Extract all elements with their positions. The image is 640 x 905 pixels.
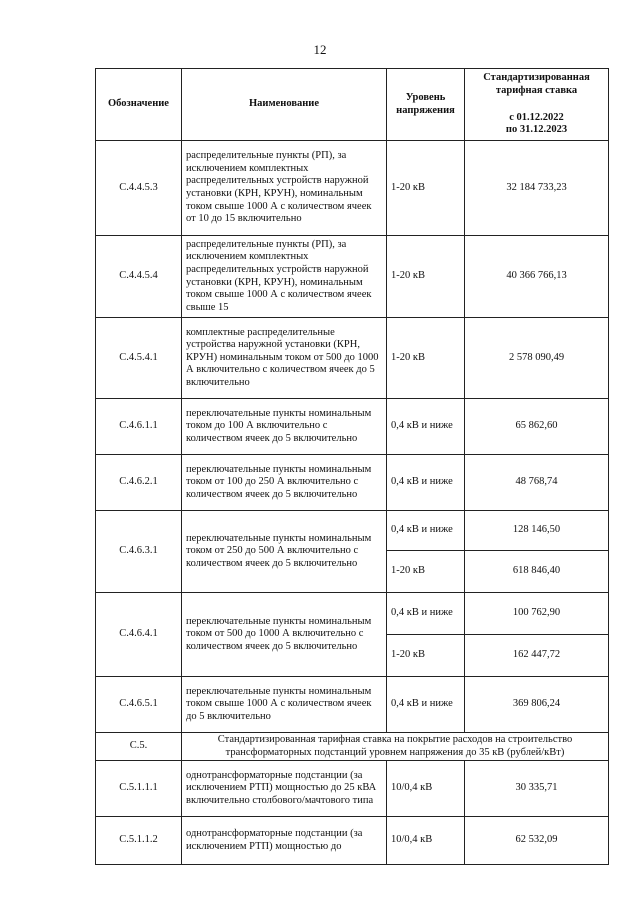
row-name: однотрансформаторные подстанции (за исключением РТП) мощностью до xyxy=(182,817,387,865)
row-name: переключательные пункты номинальным током от 100 до 250 А включительно с количеством ячеек до 5 включительно xyxy=(182,455,387,511)
row-level: 0,4 кВ и ниже xyxy=(387,677,465,733)
section-row xyxy=(96,733,609,761)
row-level: 0,4 кВ и ниже xyxy=(387,455,465,511)
tariff-table xyxy=(95,68,609,865)
row-rate: 65 862,60 xyxy=(465,399,609,455)
row-name: переключательные пункты номинальным током от 250 до 500 А включительно с количеством ячеек до 5 включительно xyxy=(182,511,387,593)
row-rate: 100 762,90 xyxy=(465,593,609,635)
row-name: комплектные распределительные устройства наружной установки (КРН, КРУН) номинальным током от 500 до 1000 А включительно с количеством ячеек до 5 включительно xyxy=(182,318,387,399)
table-row xyxy=(96,236,609,318)
row-code: С.4.6.4.1 xyxy=(96,593,182,677)
table-row xyxy=(96,761,609,817)
row-code: С.4.4.5.4 xyxy=(96,236,182,318)
table-row xyxy=(96,677,609,733)
row-code: С.4.6.1.1 xyxy=(96,399,182,455)
table-row xyxy=(96,511,609,551)
row-code: С.4.4.5.3 xyxy=(96,141,182,236)
row-level: 1-20 кВ xyxy=(387,635,465,677)
row-level: 1-20 кВ xyxy=(387,551,465,593)
page-number: 12 xyxy=(313,42,327,57)
row-rate: 618 846,40 xyxy=(465,551,609,593)
row-code: С.5.1.1.2 xyxy=(96,817,182,865)
table-row xyxy=(96,455,609,511)
table-row xyxy=(96,817,609,865)
header-code: Обозначение xyxy=(96,69,182,141)
row-name: распределительные пункты (РП), за исключением комплектных распределительных устройств наружной установки (КРН, КРУН), номинальным током свыше 1000 А с количеством ячеек свыше 15 xyxy=(182,236,387,318)
row-name: распределительные пункты (РП), за исключением комплектных распределительных устройств наружной установки (КРН, КРУН), номинальным током свыше 1000 А с количеством ячеек от 10 до 15 включительно xyxy=(182,141,387,236)
table-row xyxy=(96,318,609,399)
row-level: 10/0,4 кВ xyxy=(387,761,465,817)
header-rate-title: Стандартизированная тарифная ставка xyxy=(483,72,590,96)
header-name: Наименование xyxy=(182,69,387,141)
row-code: С.5.1.1.1 xyxy=(96,761,182,817)
row-rate: 62 532,09 xyxy=(465,817,609,865)
row-code: С.4.6.5.1 xyxy=(96,677,182,733)
header-rate xyxy=(465,69,609,141)
row-code: С.4.6.3.1 xyxy=(96,511,182,593)
row-level: 0,4 кВ и ниже xyxy=(387,511,465,551)
table-row xyxy=(96,593,609,635)
row-level: 1-20 кВ xyxy=(387,141,465,236)
row-rate: 30 335,71 xyxy=(465,761,609,817)
row-code: С.4.6.2.1 xyxy=(96,455,182,511)
header-rate-to: по 31.12.2023 xyxy=(505,124,568,136)
row-rate: 128 146,50 xyxy=(465,511,609,551)
section-title: Стандартизированная тарифная ставка на покрытие расходов на строительство трансформаторных подстанций уровнем напряжения до 35 кВ (рублей/кВт) xyxy=(182,733,609,761)
header-rate-from: с 01.12.2022 xyxy=(509,111,564,123)
row-level: 10/0,4 кВ xyxy=(387,817,465,865)
row-rate: 40 366 766,13 xyxy=(465,236,609,318)
row-name: переключательные пункты номинальным током до 100 А включительно с количеством ячеек до 5 включительно xyxy=(182,399,387,455)
row-rate: 2 578 090,49 xyxy=(465,318,609,399)
row-level: 0,4 кВ и ниже xyxy=(387,399,465,455)
row-level: 1-20 кВ xyxy=(387,318,465,399)
row-rate: 369 806,24 xyxy=(465,677,609,733)
row-code: С.4.5.4.1 xyxy=(96,318,182,399)
row-name: переключательные пункты номинальным током от 500 до 1000 А включительно с количеством ячеек до 5 включительно xyxy=(182,593,387,677)
row-level: 1-20 кВ xyxy=(387,236,465,318)
row-name: переключательные пункты номинальным током свыше 1000 А с количеством ячеек до 5 включительно xyxy=(182,677,387,733)
table-row xyxy=(96,399,609,455)
row-rate: 162 447,72 xyxy=(465,635,609,677)
row-rate: 32 184 733,23 xyxy=(465,141,609,236)
row-rate: 48 768,74 xyxy=(465,455,609,511)
table-header-row xyxy=(96,69,609,141)
table-row xyxy=(96,141,609,236)
section-code: С.5. xyxy=(96,733,182,761)
row-level: 0,4 кВ и ниже xyxy=(387,593,465,635)
header-level: Уровень напряжения xyxy=(387,69,465,141)
row-name: однотрансформаторные подстанции (за исключением РТП) мощностью до 25 кВА включительно столбового/мачтового типа xyxy=(182,761,387,817)
